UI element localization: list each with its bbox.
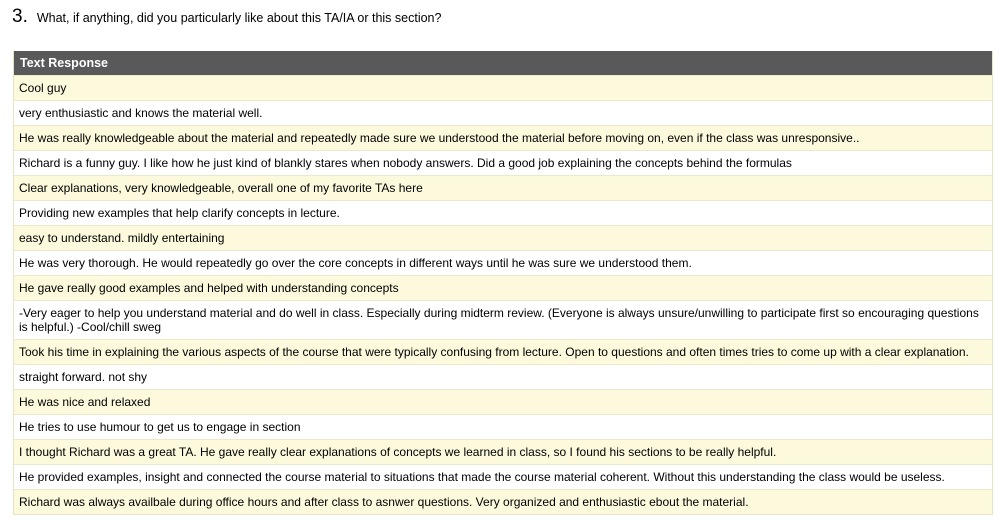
response-row: I thought Richard was a great TA. He gave really clear explanations of concepts we learned in class, so I found his sections to be really helpful. [14, 439, 992, 464]
question-text: What, if anything, did you particularly like about this TA/IA or this section? [36, 11, 442, 25]
response-row: straight forward. not shy [14, 364, 992, 389]
response-row: He was very thorough. He would repeatedly go over the core concepts in different ways until he was sure we understood them. [14, 250, 992, 275]
question-number: 3. [12, 6, 28, 27]
response-row: Cool guy [14, 75, 992, 100]
response-row: Took his time in explaining the various aspects of the course that were typically confusing from lecture. Open to questions and often times tries to come up with a clear explanation. [14, 339, 992, 364]
response-row: He tries to use humour to get us to engage in section [14, 414, 992, 439]
response-row: He was nice and relaxed [14, 389, 992, 414]
responses-table [13, 51, 993, 515]
response-row: very enthusiastic and knows the material well. [14, 100, 992, 125]
question-heading [12, 6, 441, 29]
response-row: Clear explanations, very knowledgeable, overall one of my favorite TAs here [14, 175, 992, 200]
response-row: Richard was always availbale during office hours and after class to asnwer questions. Very organized and enthusiastic ebout the material. [14, 489, 992, 514]
table-header: Text Response [14, 51, 992, 75]
response-row: He was really knowledgeable about the material and repeatedly made sure we understood the material before moving on, even if the class was unresponsive.. [14, 125, 992, 150]
response-row: -Very eager to help you understand material and do well in class. Especially during midterm review. (Everyone is always unsure/unwilling to participate first so encouraging questions is helpful.) -Cool/chill sweg [14, 300, 992, 339]
response-row: He gave really good examples and helped with understanding concepts [14, 275, 992, 300]
response-row: easy to understand. mildly entertaining [14, 225, 992, 250]
responses-list [14, 75, 992, 514]
response-row: Providing new examples that help clarify concepts in lecture. [14, 200, 992, 225]
response-row: He provided examples, insight and connected the course material to situations that made the course material coherent. Without this understanding the class would be useless. [14, 464, 992, 489]
response-row: Richard is a funny guy. I like how he just kind of blankly stares when nobody answers. Did a good job explaining the concepts behind the formulas [14, 150, 992, 175]
